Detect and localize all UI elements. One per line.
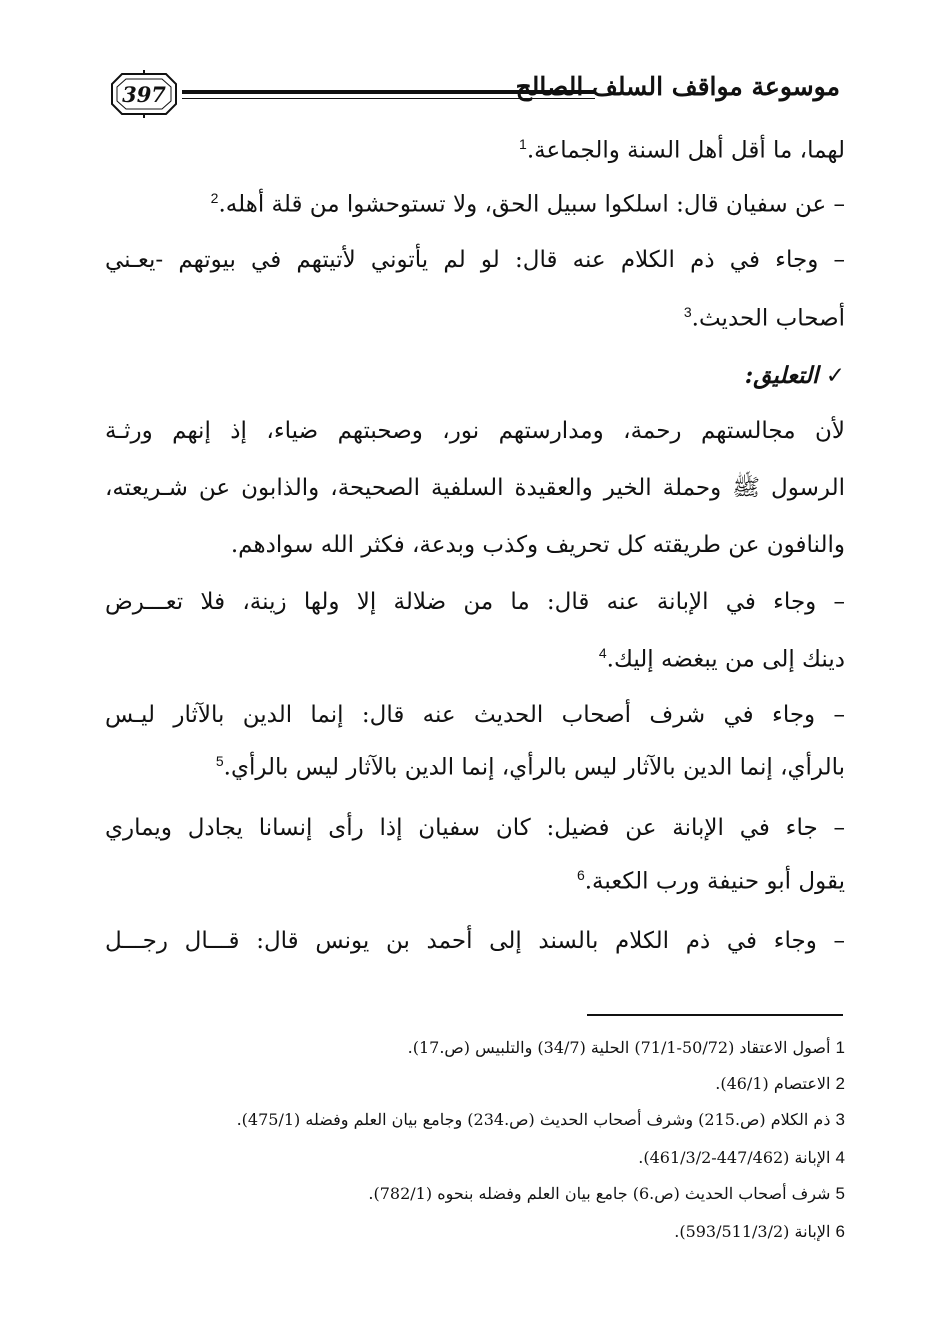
text-line: يقول أبو حنيفة ورب الكعبة.$^6$	[576, 867, 845, 895]
footnote-ref: 5	[215, 753, 224, 769]
text-line: لأن مجالستهم رحمة، ومدارستهم نور، وصحبتهم ضياء، إذ إنهم ورثـة	[105, 418, 845, 444]
page-number-badge	[108, 70, 180, 118]
footnote-separator	[587, 1014, 843, 1016]
text-line: بالرأي، إنما الدين بالآثار ليس بالرأي، إنما الدين بالآثار ليس بالرأي.$^5$	[215, 753, 845, 781]
footnote: 2 الاعتصام (46/1).	[715, 1074, 845, 1093]
text-line: أصحاب الحديث.$^3$	[683, 304, 845, 332]
text-line: الرسول ﷺ وحملة الخير والعقيدة السلفية الصحيحة، والذابون عن شـريعته،	[105, 475, 845, 501]
footnote: 5 شرف أصحاب الحديث (ص.6) جامع بيان العلم وفضله بنحوه (782/1).	[368, 1184, 845, 1203]
footnote: 3 ذم الكلام (ص.215) وشرف أصحاب الحديث (ص.234) وجامع بيان العلم وفضله (475/1).	[236, 1110, 845, 1129]
text-line: – وجاء في ذم الكلام عنه قال: لو لم يأتوني لأتيتهم في بيوتهم -يعـني	[105, 247, 845, 273]
text-line: لهما، ما أقل أهل السنة والجماعة.$^1$	[519, 136, 845, 164]
footnote-ref: 4	[598, 645, 607, 661]
text-line: – عن سفيان قال: اسلكوا سبيل الحق، ولا تستوحشوا من قلة أهله.$^2$	[210, 190, 845, 218]
footnote-ref: 6	[576, 867, 585, 883]
text-line: والنافون عن طريقته كل تحريف وكذب وبدعة، فكثر الله سوادهم.	[230, 532, 845, 558]
footnote: 4 الإبانة (447/462-461/3/2).	[638, 1148, 845, 1167]
footnote-ref: 1	[519, 136, 527, 152]
text-line: – وجاء في شرف أصحاب الحديث عنه قال: إنما الدين بالآثار ليـس	[105, 702, 845, 728]
page-number: 397	[122, 81, 166, 107]
commentary-heading: ✓ التعليق:	[744, 362, 845, 389]
text-line: دينك إلى من يبغضه إليك.$^4$	[598, 645, 845, 673]
page-header	[100, 62, 840, 128]
checkmark-icon: ✓	[825, 363, 845, 389]
text-line: – وجاء في الإبانة عنه قال: ما من ضلالة إلا ولها زينة، فلا تعـــرض	[105, 589, 845, 615]
footnote: 6 الإبانة (593/511/3/2).	[674, 1222, 845, 1241]
footnote: 1 أصول الاعتقاد (50/72-71/1) الحلية (34/7) والتلبيس (ص.17).	[407, 1038, 845, 1057]
footnote-ref: 3	[683, 304, 692, 320]
text-line: – جاء في الإبانة عن فضيل: كان سفيان إذا رأى إنسانا يجادل ويماري	[105, 815, 845, 841]
text-line: – وجاء في ذم الكلام بالسند إلى أحمد بن يونس قال: قـــال رجـــل	[105, 928, 845, 954]
book-title: موسوعة مواقف السلف الصالح	[515, 72, 840, 101]
footnote-ref: 2	[210, 190, 219, 206]
